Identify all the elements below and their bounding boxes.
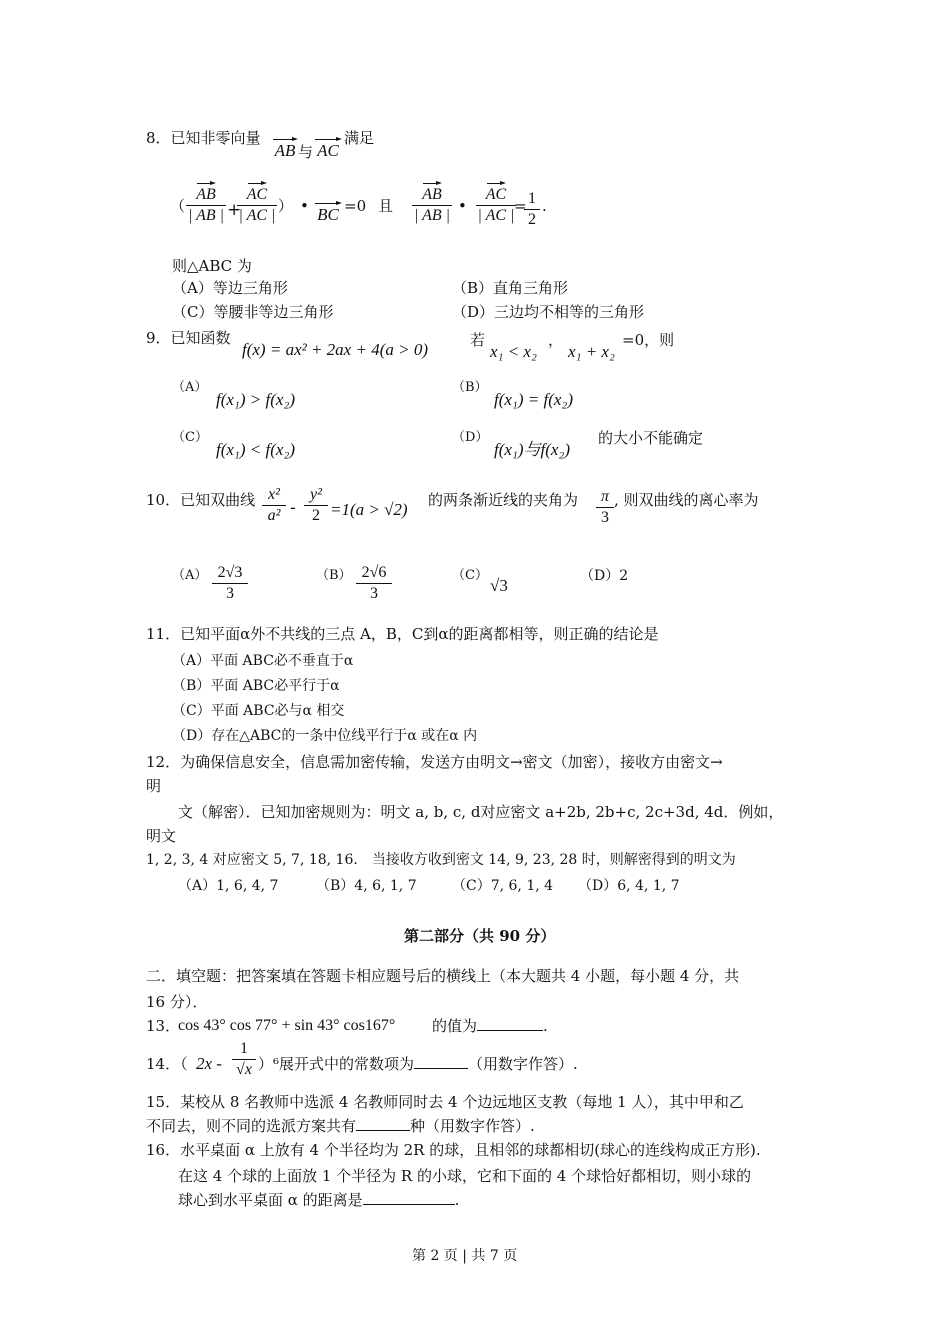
q8-paren-open: （ xyxy=(170,197,186,215)
q8-stem-prefix: 8．已知非零向量 xyxy=(146,129,261,147)
q8-plus: + xyxy=(227,200,242,220)
q8-option-c: （C）等腰非等边三角形 xyxy=(172,303,334,321)
q10-mid: 的两条渐近线的夹角为 xyxy=(428,491,579,509)
q8-unit-vector-ac-2: AC | AC | xyxy=(476,186,516,225)
q9-option-d-label: （D） xyxy=(452,430,489,445)
q9-option-b: f(x₁) = f(x₂) xyxy=(494,390,573,409)
q8-eq: = xyxy=(514,197,527,215)
q12-line5: 1, 2, 3, 4 对应密文 5, 7, 18, 16． 当接收方收到密文 14, 9, 23, 28 时，则解密得到的明文为 xyxy=(146,852,736,868)
q12-option-a: （A）1, 6, 4, 7 xyxy=(178,878,279,894)
q13-expression: cos 43° cos 77° + sin 43° cos167° xyxy=(178,1017,396,1034)
q10-y2-over-2: y² 2 xyxy=(304,486,328,525)
q15-answer-blank[interactable] xyxy=(356,1116,410,1131)
q8-qie: 且 xyxy=(378,197,394,215)
q12-option-d: （D）6, 4, 1, 7 xyxy=(578,878,680,894)
q9-option-c-label: （C） xyxy=(172,430,208,445)
q16-line3: 球心到水平桌面 α 的距离是 . xyxy=(178,1191,460,1209)
q10-pi-over-3: π 3 xyxy=(596,488,614,527)
q10-option-b-label: （B） xyxy=(316,568,352,583)
q9-option-d-tail: 的大小不能确定 xyxy=(598,429,704,447)
q8-vector-ab: AB xyxy=(272,142,298,160)
q8-vector-bc: BC xyxy=(314,206,342,224)
q11-option-a: （A）平面 ABC必不垂直于α xyxy=(172,653,354,669)
q15-line1: 15．某校从 8 名教师中选派 4 名教师同时去 4 个边远地区支教（每地 1 人），其中甲和乙 xyxy=(146,1093,744,1111)
q8-dot: • xyxy=(300,197,309,215)
q9-cond2: x₁ + x₂ xyxy=(568,342,615,361)
fill-intro-line1: 二．填空题：把答案填在答题卡相应题号后的横线上（本大题共 4 小题，每小题 4 分，共 xyxy=(146,967,740,985)
part2-title: 第二部分（共 90 分） xyxy=(404,927,556,945)
q8-unit-vector-ac: AC | AC | xyxy=(237,186,277,225)
q12-line4: 明文 xyxy=(146,827,177,845)
q9-prefix: 9．已知函数 xyxy=(146,329,231,347)
q10-x2-over-a2: x² a² xyxy=(262,486,286,525)
q8-option-a: （A）等边三角形 xyxy=(172,279,288,297)
q9-function: f(x) = ax² + 2ax + 4(a > 0) xyxy=(242,340,428,359)
q9-option-d: f(x₁)与f(x₂) xyxy=(494,440,571,459)
q16-answer-blank[interactable] xyxy=(363,1190,455,1205)
q11-option-b: （B）平面 ABC必平行于α xyxy=(172,678,340,694)
q10-option-a: 2√3 3 xyxy=(212,564,248,603)
q14-answer-blank[interactable] xyxy=(414,1054,468,1069)
q10-option-c: √3 xyxy=(490,576,508,595)
q9-if: 若 xyxy=(470,331,486,349)
q13-tail: 的值为 . xyxy=(432,1017,548,1035)
q10-option-b: 2√6 3 xyxy=(356,564,392,603)
q8-period: . xyxy=(542,197,547,215)
q10-eq1: =1(a > √2) xyxy=(330,500,408,519)
q8-paren-close: ） xyxy=(278,197,294,215)
q8-eq-zero: =0 xyxy=(344,197,367,215)
q13-label: 13． xyxy=(146,1017,181,1035)
q12-line2: 明 xyxy=(146,777,162,795)
q15-line2: 不同去，则不同的选派方案共有 种（用数字作答）. xyxy=(146,1117,535,1135)
q8-half: 1 2 xyxy=(524,190,540,229)
q10-prefix: 10．已知双曲线 xyxy=(146,491,256,509)
q8-option-b: （B）直角三角形 xyxy=(452,279,569,297)
q9-option-b-label: （B） xyxy=(452,380,488,395)
q14-label: 14．（ xyxy=(146,1055,188,1073)
q9-option-a: f(x₁) > f(x₂) xyxy=(216,390,295,409)
q14-fraction: 1 √x xyxy=(232,1040,256,1079)
q9-cond1: x₁ < x₂ xyxy=(490,342,537,361)
q10-tail: , 则双曲线的离心率为 xyxy=(614,491,759,509)
q9-option-c: f(x₁) < f(x₂) xyxy=(216,440,295,459)
q11-option-c: （C）平面 ABC必与α 相交 xyxy=(172,703,345,719)
q10-option-c-label: （C） xyxy=(452,568,488,583)
q14-expression: 2x - xyxy=(196,1054,222,1073)
q9-option-a-label: （A） xyxy=(172,380,208,395)
q16-line2: 在这 4 个球的上面放 1 个半径为 R 的小球，它和下面的 4 个球恰好都相切，则小球的 xyxy=(178,1167,752,1185)
q11-option-d: （D）存在△ABC的一条中位线平行于α 或在α 内 xyxy=(172,728,478,744)
q12-line1: 12．为确保信息安全，信息需加密传输，发送方由明文→密文（加密），接收方由密文→ xyxy=(146,753,723,771)
q12-line3: 文（解密）．已知加密规则为：明文 a, b, c, d对应密文 a+2b, 2b+c, 2c+3d, 4d．例如， xyxy=(178,803,784,821)
q8-unit-vector-ab: AB | AB | xyxy=(186,186,226,225)
q10-minus: - xyxy=(290,498,296,518)
fill-intro-line2: 16 分）． xyxy=(146,993,208,1011)
page-footer: 第 2 页 | 共 7 页 xyxy=(412,1248,518,1264)
q14-tail: ）⁶展开式中的常数项为 （用数字作答）. xyxy=(258,1055,578,1073)
q8-unit-vector-ab-2: AB | AB | xyxy=(412,186,452,225)
q9-cond2-tail: =0，则 xyxy=(622,331,675,349)
q13-answer-blank[interactable] xyxy=(477,1016,543,1031)
q8-stem-suffix: 满足 xyxy=(344,129,375,147)
q8-then: 则△ABC 为 xyxy=(172,257,252,275)
q8-stem-yu: 与 xyxy=(298,143,314,161)
q9-comma: ， xyxy=(548,331,564,349)
q12-option-c: （C）7, 6, 1, 4 xyxy=(452,878,554,894)
q10-option-a-label: （A） xyxy=(172,568,208,583)
q16-line1: 16．水平桌面 α 上放有 4 个半径均为 2R 的球，且相邻的球都相切(球心的连线构成正方形). xyxy=(146,1141,761,1159)
q8-vector-ac: AC xyxy=(314,142,342,160)
q12-option-b: （B）4, 6, 1, 7 xyxy=(316,878,417,894)
q8-dot-2: • xyxy=(458,197,467,215)
q8-option-d: （D）三边均不相等的三角形 xyxy=(452,303,645,321)
q11-stem: 11．已知平面α外不共线的三点 A，B，C到α的距离都相等，则正确的结论是 xyxy=(146,625,659,643)
q10-option-d: （D）2 xyxy=(580,568,629,584)
